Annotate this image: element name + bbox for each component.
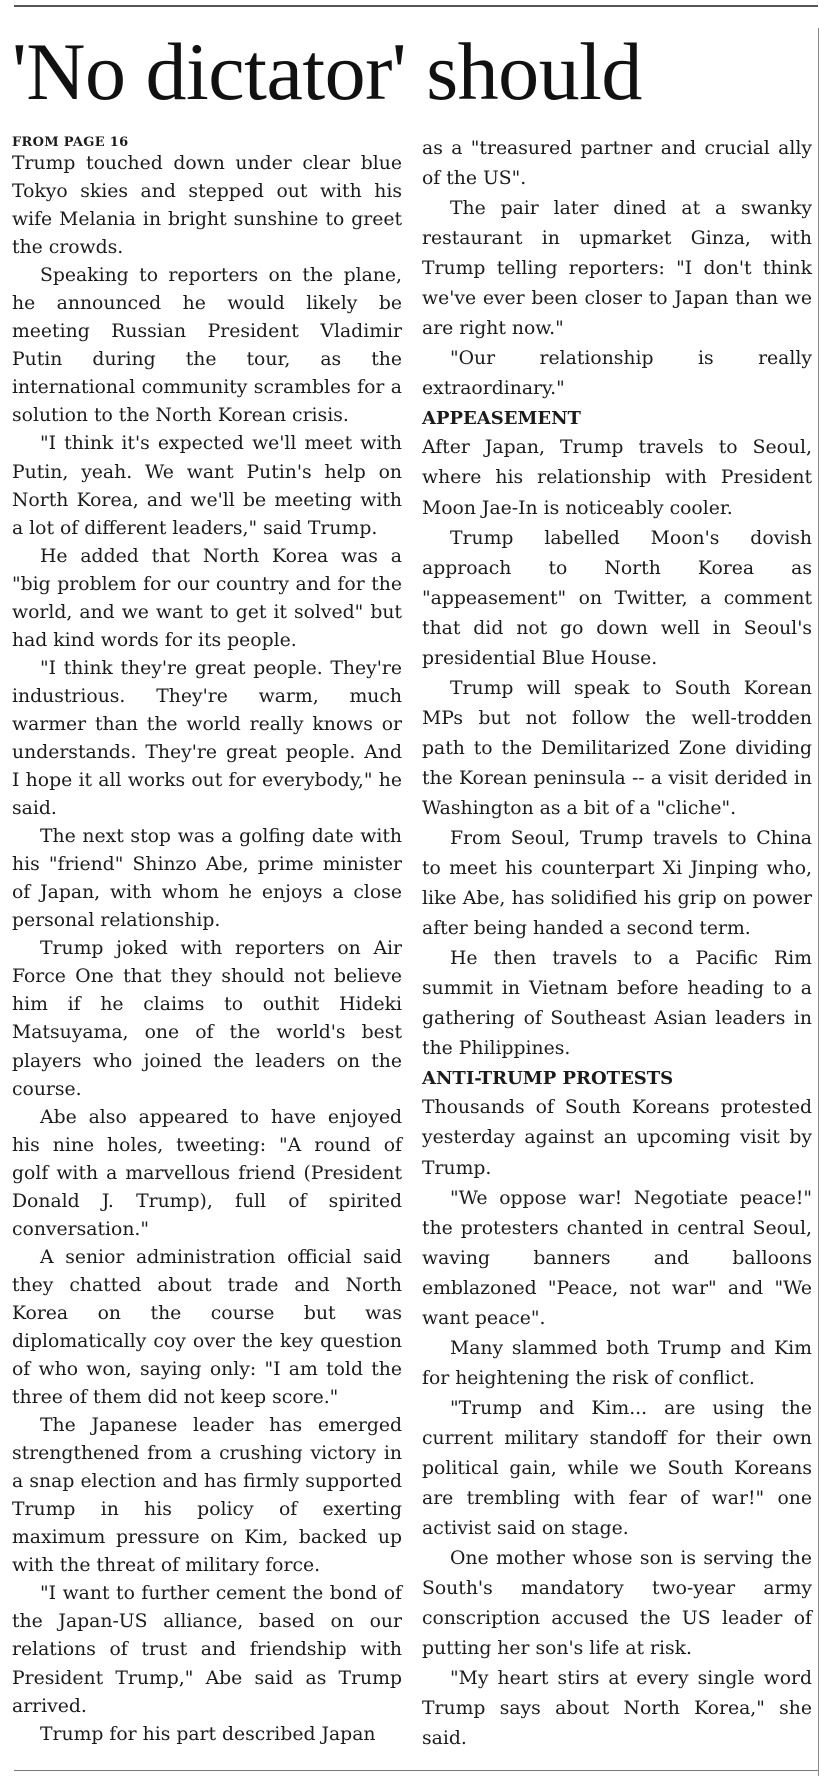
- paragraph: A senior administration official said they chatted about trade and North Korea on the course but was diplomatically coy over the key question of who won, saying only: "I am told the three of them did not keep score.": [12, 1246, 402, 1409]
- paragraph: Speaking to reporters on the plane, he announced he would likely be meeting Russian President Vladimir Putin during the tour, as the international community scrambles for a solution to the North Korean crisis.: [12, 265, 402, 427]
- paragraph: The next stop was a golfing date with his "friend" Shinzo Abe, prime minister of Japan, with whom he enjoys a close personal relationship.: [12, 826, 402, 932]
- paragraph: "I think they're great people. They're industrious. They're warm, much warmer than the world really knows or understands. They're great people. And I hope it all works out for everybody," he said.: [12, 657, 402, 820]
- continued-from-label: FROM PAGE 16: [12, 135, 129, 150]
- paragraph: Trump for his part described Japan: [40, 1723, 376, 1745]
- right-column-rule: [818, 28, 819, 1776]
- paragraph: Trump labelled Moon's dovish approach to North Korea as "appeasement" on Twitter, a comment that did not go down well in Seoul's presidential Blue House.: [422, 527, 812, 669]
- paragraph: "We oppose war! Negotiate peace!" the protesters chanted in central Seoul, waving banners and balloons emblazoned "Peace, not war" and "We want peace".: [422, 1187, 812, 1329]
- left-column: [12, 134, 402, 1749]
- paragraph: as a "treasured partner and crucial ally of the US".: [422, 138, 812, 190]
- paragraph: Thousands of South Koreans protested yesterday against an upcoming visit by Trump.: [422, 1097, 812, 1179]
- paragraph: Trump joked with reporters on Air Force One that they should not believe him if he claims to outhit Hideki Matsuyama, one of the world's best players who joined the leaders on the course.: [12, 938, 402, 1100]
- paragraph: "I want to further cement the bond of the Japan-US alliance, based on our relations of trust and friendship with President Trump," Abe said as Trump arrived.: [12, 1583, 402, 1717]
- paragraph: Trump will speak to South Korean MPs but not follow the well-trodden path to the Demilitarized Zone dividing the Korean peninsula -- a visit derided in Washington as a bit of a "cliche".: [422, 677, 812, 819]
- top-rule: [14, 5, 818, 7]
- subhead-anti-trump-protests: ANTI-TRUMP PROTESTS: [422, 1068, 674, 1090]
- paragraph: Trump touched down under clear blue Tokyo skies and stepped out with his wife Melania in bright sunshine to greet the crowds.: [12, 153, 402, 259]
- right-column: [422, 134, 812, 1754]
- paragraph: "My heart stirs at every single word Trump says about North Korea," she said.: [422, 1668, 812, 1750]
- subhead-appeasement: APPEASEMENT: [422, 408, 581, 430]
- headline: 'No dictator' should: [12, 26, 642, 117]
- bottom-rule: [14, 1770, 818, 1771]
- paragraph: "Our relationship is really extraordinary.": [422, 348, 812, 400]
- paragraph: After Japan, Trump travels to Seoul, where his relationship with President Moon Jae-In is noticeably cooler.: [422, 437, 812, 519]
- paragraph: One mother whose son is serving the South's mandatory two-year army conscription accused the US leader of putting her son's life at risk.: [422, 1548, 812, 1660]
- paragraph: The Japanese leader has emerged strengthened from a crushing victory in a snap election and has firmly supported Trump in his policy of exerting maximum pressure on Kim, backed up with the threat of military force.: [12, 1415, 402, 1577]
- paragraph: From Seoul, Trump travels to China to meet his counterpart Xi Jinping who, like Abe, has solidified his grip on power after being handed a second term.: [422, 828, 812, 940]
- paragraph: "I think it's expected we'll meet with Putin, yeah. We want Putin's help on North Korea, and we'll be meeting with a lot of different leaders," said Trump.: [12, 433, 402, 539]
- paragraph: Many slammed both Trump and Kim for heightening the risk of conflict.: [422, 1337, 812, 1389]
- paragraph: The pair later dined at a swanky restaurant in upmarket Ginza, with Trump telling reporters: "I don't think we've ever been closer to Japan than we are right now.": [422, 198, 812, 340]
- paragraph: Abe also appeared to have enjoyed his nine holes, tweeting: "A round of golf with a marvellous friend (President Donald J. Trump), full of spirited conversation.": [12, 1106, 402, 1240]
- paragraph: He added that North Korea was a "big problem for our country and for the world, and we want to get it solved" but had kind words for its people.: [12, 545, 402, 651]
- paragraph: "Trump and Kim... are using the current military standoff for their own political gain, while we South Koreans are trembling with fear of war!" one activist said on stage.: [422, 1397, 812, 1540]
- paragraph: He then travels to a Pacific Rim summit in Vietnam before heading to a gathering of Southeast Asian leaders in the Philippines.: [422, 948, 812, 1060]
